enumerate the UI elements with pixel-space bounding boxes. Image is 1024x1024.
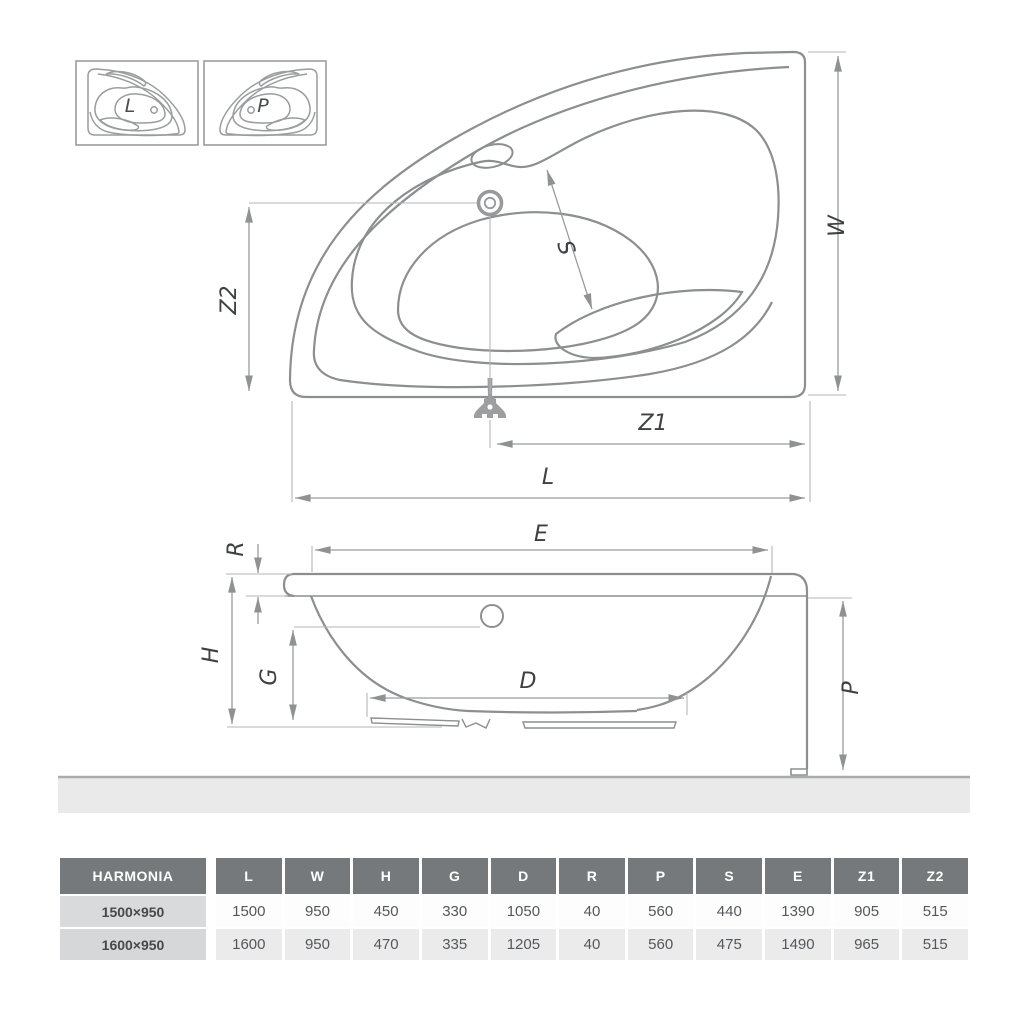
cell-value: 335	[422, 929, 488, 960]
dim-label-z2: Z2	[217, 285, 242, 315]
table-header-p: P	[628, 858, 694, 894]
floor-strip	[58, 777, 970, 813]
table-header-z1: Z1	[834, 858, 900, 894]
cell-value: 560	[628, 896, 694, 927]
dim-label-p: P	[839, 681, 864, 695]
table-header-r: R	[559, 858, 625, 894]
dim-label-z1: Z1	[638, 411, 668, 436]
cell-value: 440	[696, 896, 762, 927]
row-size-label: 1600×950	[60, 929, 206, 960]
cell-value: 1390	[765, 896, 831, 927]
dim-label-h: H	[199, 646, 224, 664]
cell-value: 905	[834, 896, 900, 927]
cell-value: 950	[285, 896, 351, 927]
cell-value: 450	[353, 896, 419, 927]
dim-label-r: R	[224, 541, 249, 557]
cell-value: 515	[902, 929, 968, 960]
table-header-z2: Z2	[902, 858, 968, 894]
thumbnail-left-variant	[76, 61, 198, 145]
cell-value: 965	[834, 929, 900, 960]
table-header-product: HARMONIA	[60, 858, 206, 894]
table-header-d: D	[491, 858, 557, 894]
row-size-label: 1500×950	[60, 896, 206, 927]
dim-label-g: G	[257, 668, 282, 686]
dimensions-table	[60, 858, 968, 960]
table-row-1500x950	[60, 896, 968, 927]
table-header-w: W	[285, 858, 351, 894]
table-header-s: S	[696, 858, 762, 894]
dim-label-s: S	[551, 237, 580, 259]
dim-label-l: L	[541, 465, 555, 490]
dim-label-d: D	[519, 669, 537, 694]
cell-value: 515	[902, 896, 968, 927]
cell-value: 475	[696, 929, 762, 960]
table-header-h: H	[353, 858, 419, 894]
cell-value: 950	[285, 929, 351, 960]
table-header-e: E	[765, 858, 831, 894]
cell-value: 1500	[216, 896, 282, 927]
table-row-1600x950	[60, 929, 968, 960]
cell-value: 1050	[491, 896, 557, 927]
table-column-spacer	[206, 929, 216, 960]
cell-value: 560	[628, 929, 694, 960]
dim-label-e: E	[534, 522, 548, 547]
table-header-g: G	[422, 858, 488, 894]
table-column-spacer	[206, 896, 216, 927]
variant-label-right: P	[257, 95, 269, 117]
cell-value: 1490	[765, 929, 831, 960]
cell-value: 470	[353, 929, 419, 960]
cell-value: 1205	[491, 929, 557, 960]
cell-value: 1600	[216, 929, 282, 960]
table-header-row	[60, 858, 968, 894]
dim-label-w: W	[825, 215, 850, 237]
table-header-l: L	[216, 858, 282, 894]
bathtub-side-view	[199, 522, 864, 775]
cell-value: 40	[559, 929, 625, 960]
table-column-spacer	[206, 858, 216, 894]
cell-value: 40	[559, 896, 625, 927]
variant-label-left: L	[124, 95, 136, 117]
cell-value: 330	[422, 896, 488, 927]
